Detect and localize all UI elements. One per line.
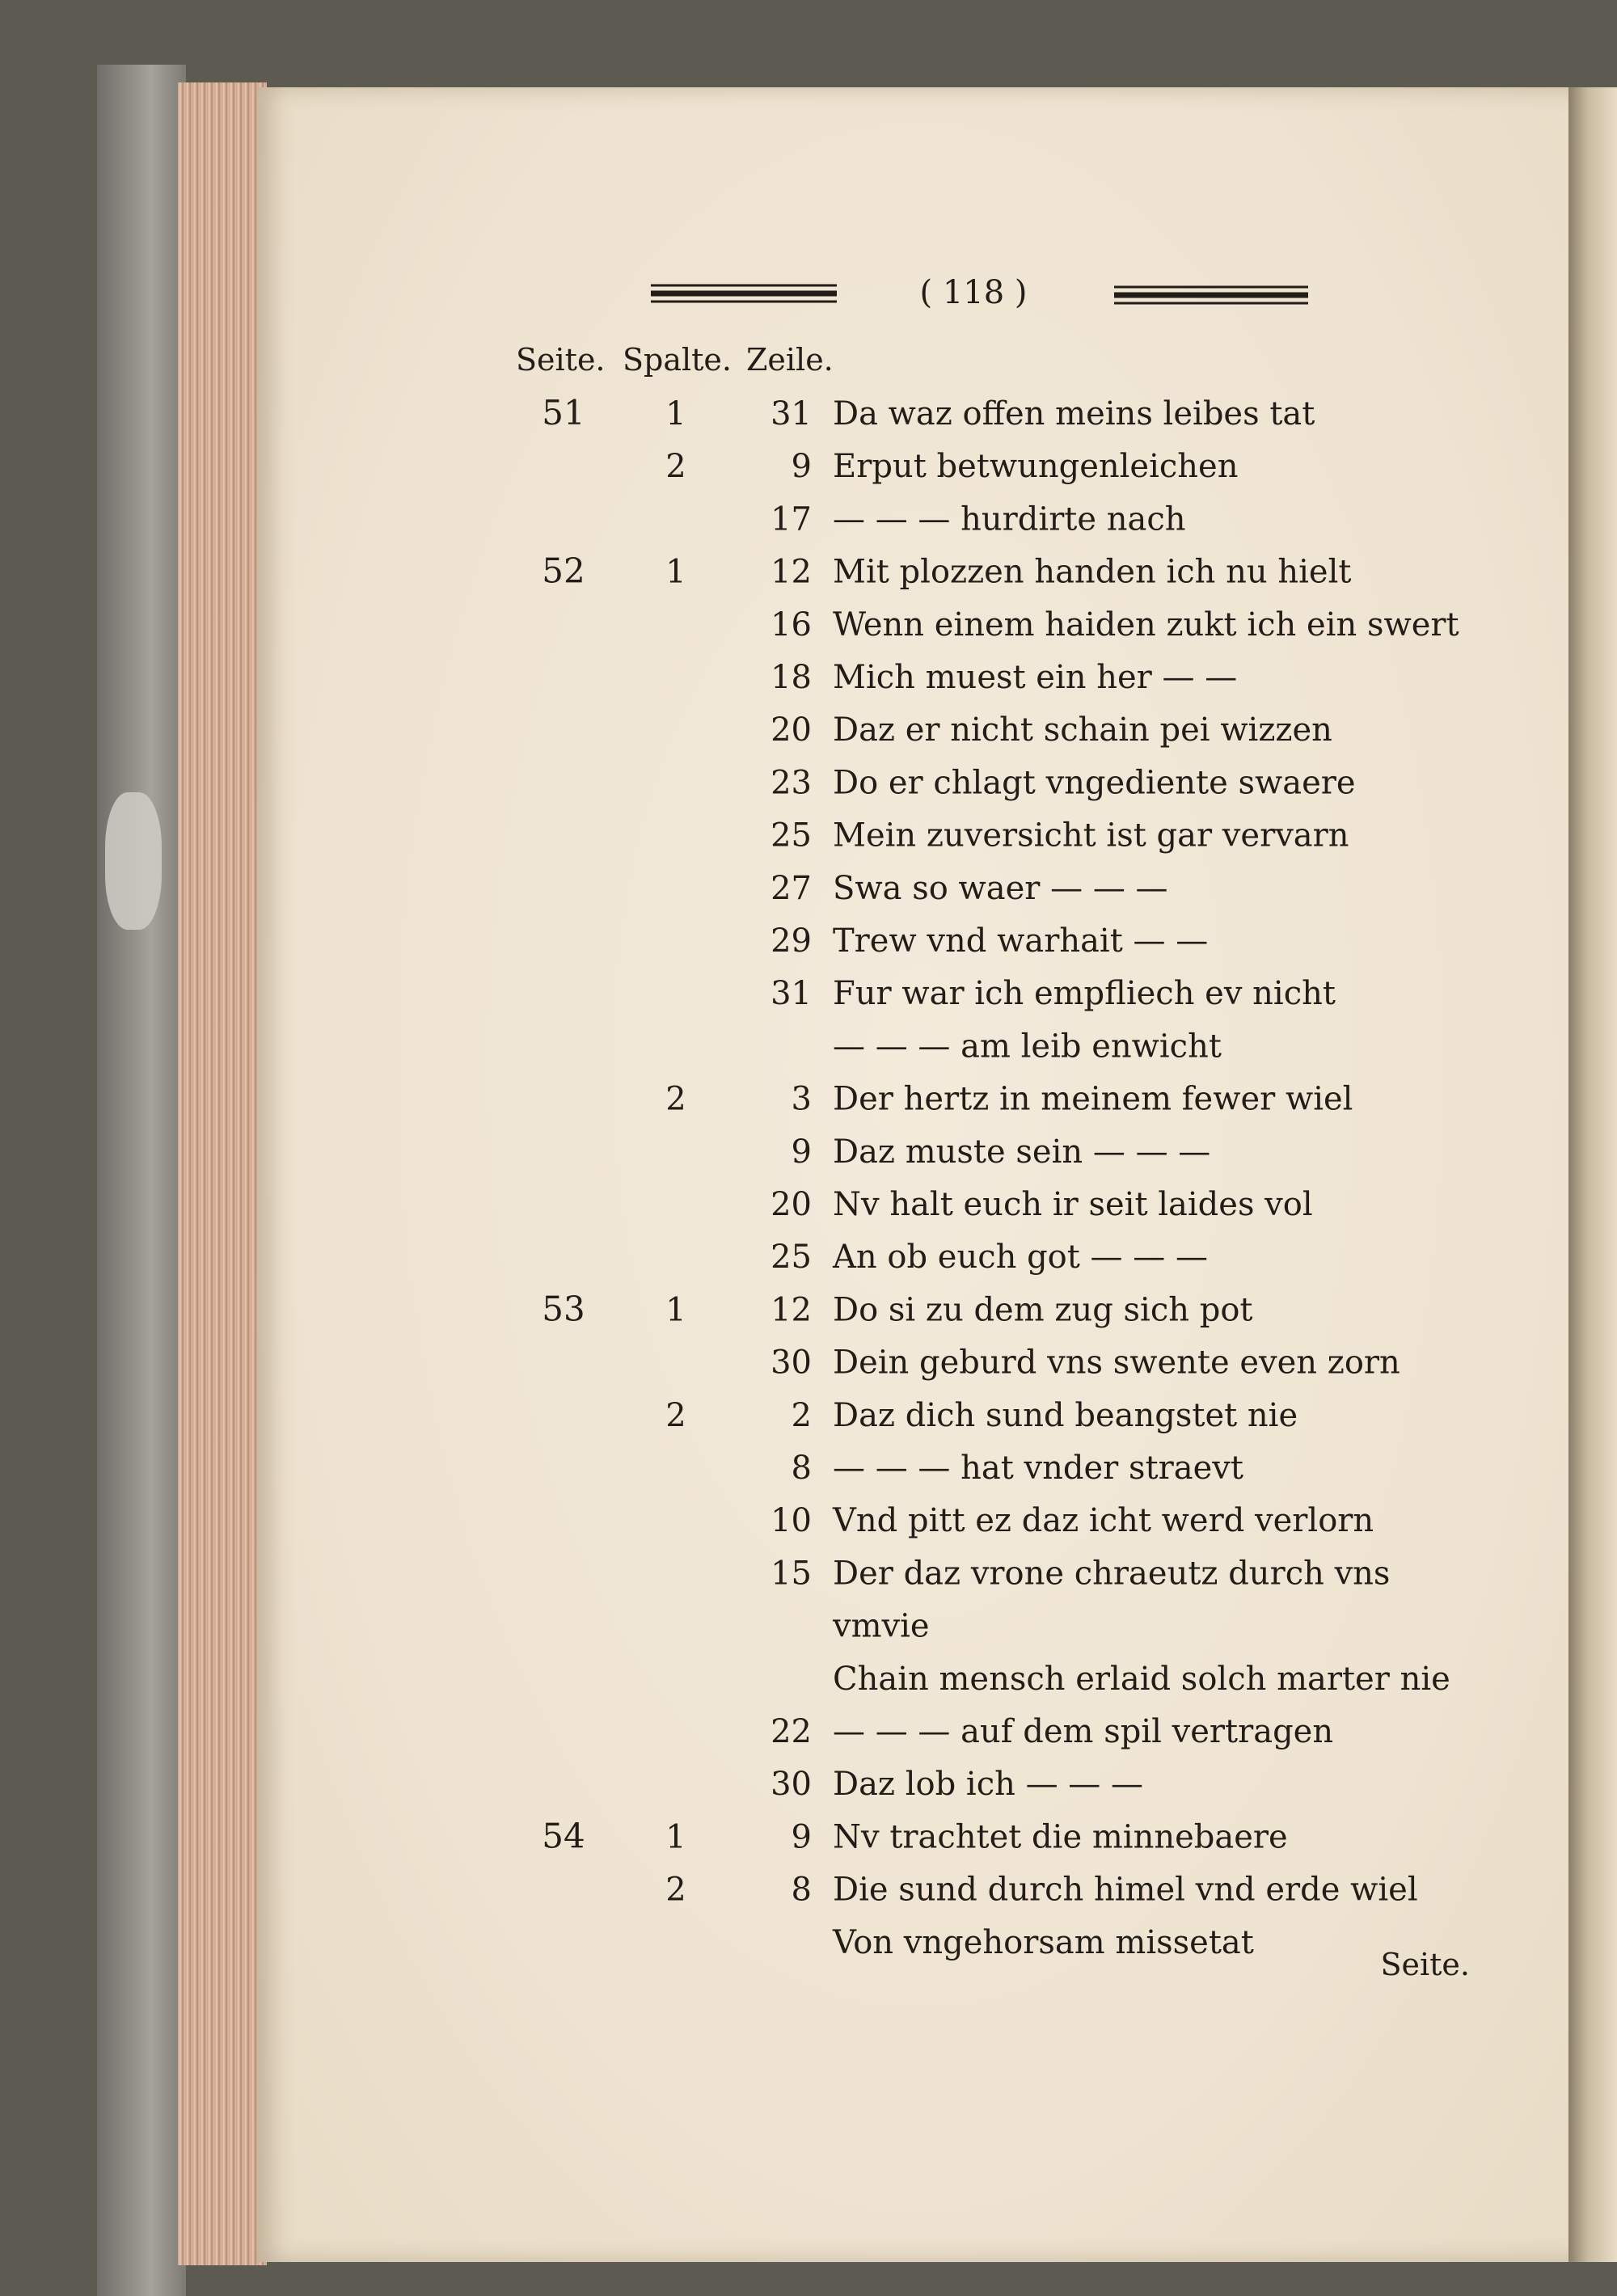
- table-row: [542, 551, 1351, 591]
- table-row: [771, 606, 1459, 644]
- zeile-number: 31: [771, 975, 812, 1013]
- seite-number: 52: [542, 551, 585, 591]
- table-row: [832, 1608, 930, 1645]
- errata-text: Do er chlagt vngediente swaere: [833, 764, 1356, 802]
- header-rule-left: [651, 285, 837, 302]
- table-row: [665, 448, 1238, 485]
- zeile-number: 8: [791, 1450, 812, 1487]
- zeile-number: 23: [771, 764, 812, 802]
- seite-number: 51: [542, 393, 585, 433]
- table-row: [833, 1028, 1222, 1065]
- errata-text: — — — hat vnder straevt: [833, 1450, 1243, 1487]
- table-row: [771, 1555, 1390, 1592]
- zeile-number: 29: [771, 922, 812, 960]
- zeile-number: 30: [771, 1766, 812, 1804]
- errata-text: Fur war ich empfliech ev nicht: [833, 975, 1336, 1013]
- zeile-number: 3: [791, 1080, 812, 1118]
- table-row: [771, 1344, 1400, 1382]
- errata-text: Daz lob ich — — —: [833, 1766, 1144, 1804]
- table-row: [665, 1872, 1417, 1909]
- errata-text: Dein geburd vns swente even zorn: [833, 1344, 1400, 1382]
- errata-text: Da waz offen meins leibes tat: [833, 395, 1315, 433]
- zeile-number: 25: [771, 1239, 812, 1277]
- zeile-number: 17: [771, 500, 812, 538]
- errata-text: Chain mensch erlaid solch marter nie: [833, 1660, 1450, 1698]
- errata-text: Wenn einem haiden zukt ich ein swert: [833, 606, 1459, 644]
- errata-text: Der daz vrone chraeutz durch vns: [833, 1555, 1391, 1593]
- errata-text: Trew vnd warhait — —: [833, 922, 1209, 960]
- errata-text: Mich muest ein her — —: [833, 659, 1238, 696]
- zeile-number: 9: [791, 1133, 812, 1171]
- table-row: [542, 1816, 1287, 1855]
- table-row: [771, 1502, 1374, 1539]
- errata-text: Do si zu dem zug sich pot: [833, 1291, 1253, 1329]
- errata-text: Nv halt euch ir seit laides vol: [833, 1186, 1313, 1223]
- zeile-number: 9: [791, 1818, 812, 1856]
- table-row: [771, 659, 1237, 696]
- table-row: [542, 393, 1315, 433]
- errata-text: — — — auf dem spil vertragen: [833, 1713, 1334, 1750]
- table-row: [792, 1133, 1211, 1171]
- table-row: [771, 1713, 1333, 1750]
- table-row: [771, 870, 1167, 907]
- errata-text: An ob euch got — — —: [833, 1239, 1208, 1277]
- table-row: [771, 817, 1349, 855]
- errata-table: [542, 393, 1459, 1961]
- table-row: [771, 764, 1356, 801]
- zeile-number: 25: [771, 817, 812, 855]
- table-row: [833, 1661, 1450, 1698]
- zeile-number: 22: [771, 1713, 812, 1750]
- spalte-number: 2: [665, 448, 686, 486]
- zeile-number: 2: [791, 1396, 812, 1434]
- zeile-number: 8: [791, 1871, 812, 1909]
- header-rule-right: [1114, 287, 1308, 303]
- table-row: [771, 500, 1185, 538]
- zeile-number: 20: [771, 1186, 812, 1223]
- zeile-number: 30: [771, 1344, 812, 1382]
- table-row: [665, 1081, 1353, 1118]
- errata-text: Vnd pitt ez daz icht werd verlorn: [833, 1502, 1374, 1540]
- table-row: [771, 711, 1332, 749]
- errata-text: — — — am leib enwicht: [833, 1028, 1222, 1066]
- spalte-number: 2: [665, 1396, 686, 1434]
- errata-text: Daz muste sein — — —: [833, 1133, 1211, 1171]
- spalte-number: 1: [665, 1818, 686, 1856]
- seite-number: 54: [542, 1816, 585, 1856]
- errata-text: Nv trachtet die minnebaere: [833, 1818, 1288, 1856]
- spalte-number: 2: [665, 1871, 686, 1909]
- errata-text: Daz dich sund beangstet nie: [833, 1396, 1298, 1434]
- zeile-number: 15: [771, 1555, 812, 1593]
- table-row: [771, 1239, 1208, 1276]
- zeile-number: 18: [771, 659, 812, 696]
- errata-text: Erput betwungenleichen: [833, 448, 1239, 486]
- spalte-number: 1: [665, 1291, 686, 1329]
- errata-text: Von vngehorsam missetat: [833, 1923, 1254, 1961]
- zeile-number: 20: [771, 711, 812, 749]
- spalte-number: 1: [665, 553, 686, 591]
- table-row: [771, 975, 1336, 1012]
- table-row: [771, 922, 1208, 960]
- errata-text: Der hertz in meinem fewer wiel: [833, 1080, 1353, 1118]
- zeile-number: 16: [771, 606, 812, 644]
- table-row: [542, 1289, 1252, 1328]
- zeile-number: 9: [791, 448, 812, 486]
- zeile-number: 12: [771, 1291, 812, 1329]
- errata-text: vmvie: [833, 1607, 930, 1645]
- table-row: [771, 1766, 1143, 1803]
- zeile-number: 12: [771, 553, 812, 591]
- table-row: [771, 1186, 1313, 1223]
- seite-number: 53: [542, 1289, 585, 1329]
- zeile-number: 31: [771, 395, 812, 433]
- column-heading-spalte: Spalte.: [623, 342, 733, 378]
- zeile-number: 10: [771, 1502, 812, 1540]
- catchword: Seite.: [1380, 1947, 1470, 1982]
- errata-text: Die sund durch himel vnd erde wiel: [833, 1871, 1418, 1909]
- table-row: [665, 1397, 1298, 1434]
- page-number: ( 118 ): [919, 274, 1028, 311]
- column-heading-zeile: Zeile.: [746, 342, 834, 378]
- spalte-number: 1: [665, 395, 686, 433]
- column-heading-seite: Seite.: [516, 342, 606, 378]
- errata-text: Mit plozzen handen ich nu hielt: [833, 553, 1352, 591]
- errata-text: Mein zuversicht ist gar vervarn: [833, 817, 1349, 855]
- spalte-number: 2: [665, 1080, 686, 1118]
- table-row: [832, 1924, 1254, 1961]
- errata-text: Daz er nicht schain pei wizzen: [833, 711, 1332, 749]
- errata-text: — — — hurdirte nach: [833, 500, 1186, 538]
- zeile-number: 27: [771, 869, 812, 907]
- table-row: [792, 1450, 1243, 1487]
- errata-text: Swa so waer — — —: [833, 869, 1168, 907]
